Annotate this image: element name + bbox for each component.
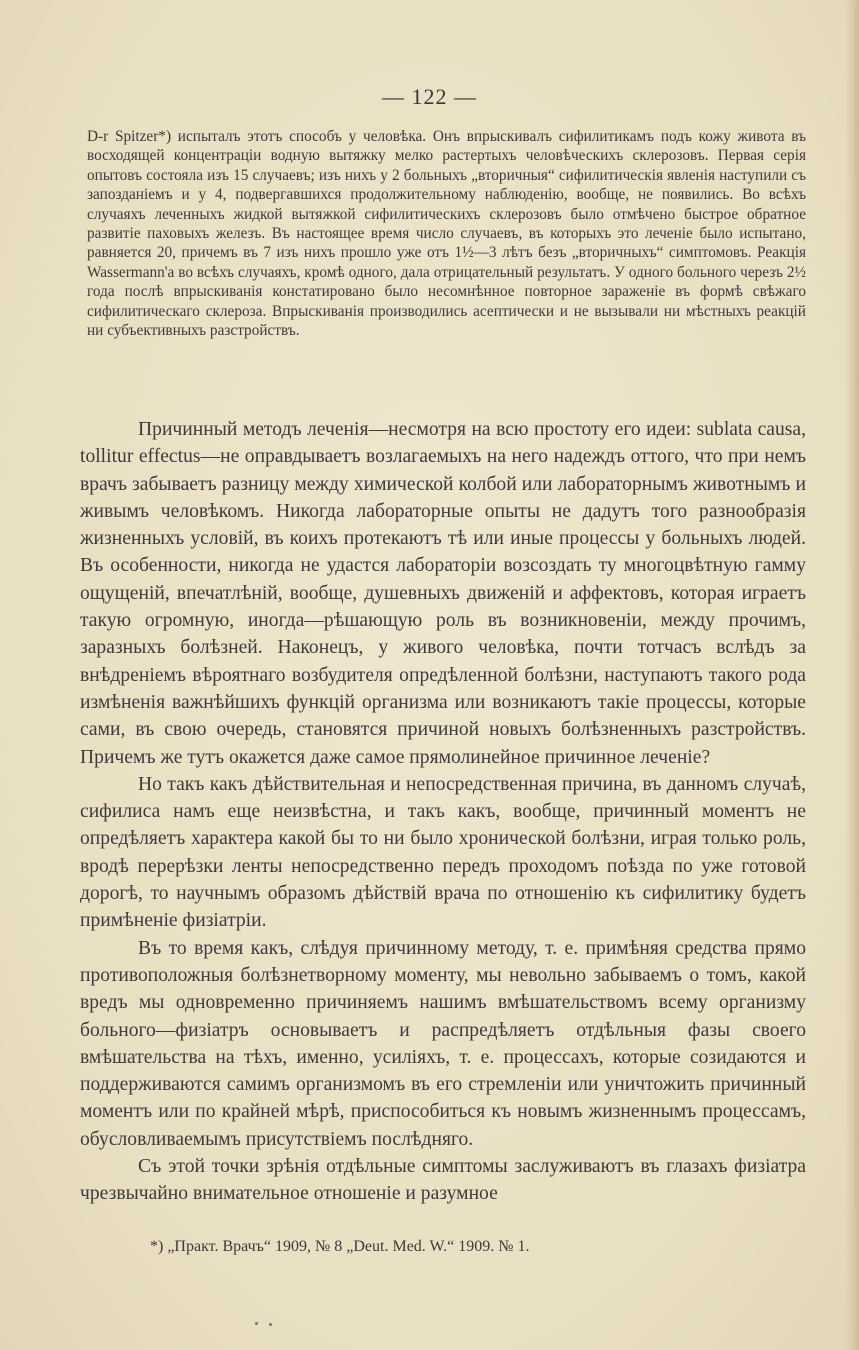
page-number: — 122 —	[382, 84, 477, 109]
page-edge-shadow	[845, 0, 859, 1350]
body-paragraph-1: Причинный методъ леченія—несмотря на всю простоту его идеи: sublata causa, tollitur effectus—не оправдываетъ возлагаемыхъ на него надеждъ оттого, что при немъ врачъ забываетъ разницу между химической колбой или лабораторнымъ животнымъ и живымъ человѣкомъ. Никогда лабораторные опыты не дадутъ того разнообразія жизненныхъ условій, въ коихъ протекаютъ тѣ или иные процессы у больныхъ людей. Въ особенности, никогда не удастся лабораторіи возсоздать ту многоцвѣтную гамму ощущеній, впечатлѣній, вообще, душевныхъ движеній и аффектовъ, которая играетъ такую огромную, иногда—рѣшающую роль въ возникновеніи, между прочимъ, заразныхъ болѣзней. Наконецъ, у живого человѣка, почти тотчасъ вслѣдъ за внѣдреніемъ вѣроятнаго возбудителя опредѣленной болѣзни, наступаютъ такого рода измѣненія важнѣйшихъ функцій организма или возникаютъ такіе процессы, которые сами, въ свою очередь, становятся причиной новыхъ болѣзненныхъ разстройствъ. Причемъ же тутъ окажется даже самое прямолинейное причинное леченіе?	[80, 419, 806, 768]
body-paragraph-3: Въ то время какъ, слѣдуя причинному методу, т. е. примѣняя средства прямо противоположныя болѣзнетворному моменту, мы невольно забываемъ о томъ, какой вредъ мы одновременно причиняемъ нашимъ вмѣшательствомъ всему организму больного—физіатръ основываетъ и распредѣляетъ отдѣльныя фазы своего вмѣшательства на тѣхъ, именно, усиліяхъ, т. е. процессахъ, которые созидаются и поддерживаются самимъ организмомъ въ его стремленіи или уничтожить причинный моментъ или по крайней мѣрѣ, приспособиться къ новымъ жизненнымъ процессамъ, обусловливаемымъ присутствіемъ послѣдняго.	[80, 937, 806, 1150]
main-text	[80, 416, 806, 1208]
paper-specks	[255, 1322, 285, 1328]
body-paragraph-2: Но такъ какъ дѣйствительная и непосредственная причина, въ данномъ случаѣ, сифилиса намъ еще неизвѣстна, и такъ какъ, вообще, причинный моментъ не опредѣляетъ характера какой бы то ни было хронической болѣзни, играя только роль, вродѣ перерѣзки ленты непосредственно передъ проходомъ поѣзда по уже готовой дорогѣ, то научнымъ образомъ дѣйствій врача по отношенію къ сифилитику будетъ примѣненіе физіатріи.	[80, 773, 806, 932]
small-print-paragraph: D-r Spitzer*) испыталъ этотъ способъ у человѣка. Онъ впрыскивалъ сифилитикамъ подъ кожу живота въ восходящей концентраціи водную вытяжку мелко растертыхъ человѣческихъ склерозовъ. Первая серія опытовъ состояла изъ 15 случаевъ; изъ нихъ у 2 больныхъ „вторичныя“ сифилитическія явленія наступили съ запозданіемъ и у 4, подвергавшихся продолжительному наблюденію, вообще, не появились. Во всѣхъ случаяхъ леченныхъ жидкой вытяжкой сифилитическихъ склерозовъ было отмѣчено быстрое обратное развитіе паховыхъ железъ. Въ настоящее время число случаевъ, въ которыхъ это леченіе было испытано, равняется 20, причемъ въ 7 изъ нихъ прошло уже отъ 1½—3 лѣтъ безъ „вторичныхъ“ симптомовъ. Реакція Wassermann'a во всѣхъ случаяхъ, кромѣ одного, дала отрицательный результатъ. У одного больного черезъ 2½ года послѣ впрыскиванія констатировано было несомнѣнное повторное зараженіе въ формѣ свѣжаго сифилитическаго склероза. Впрыскиванія производились асептически и не вызывали ни мѣстныхъ реакцій ни субъективныхъ разстройствъ.	[87, 128, 806, 340]
speck	[269, 1323, 272, 1326]
body-paragraph-4: Съ этой точки зрѣнія отдѣльные симптомы заслуживаютъ въ глазахъ физіатра чрезвычайно внимательное отношеніе и разумное	[80, 1156, 806, 1205]
footnote: *) „Практ. Врачъ“ 1909, № 8 „Deut. Med. W.“ 1909. № 1.	[150, 1238, 530, 1255]
footnote-continued-paragraph	[87, 127, 806, 340]
speck	[255, 1322, 258, 1325]
